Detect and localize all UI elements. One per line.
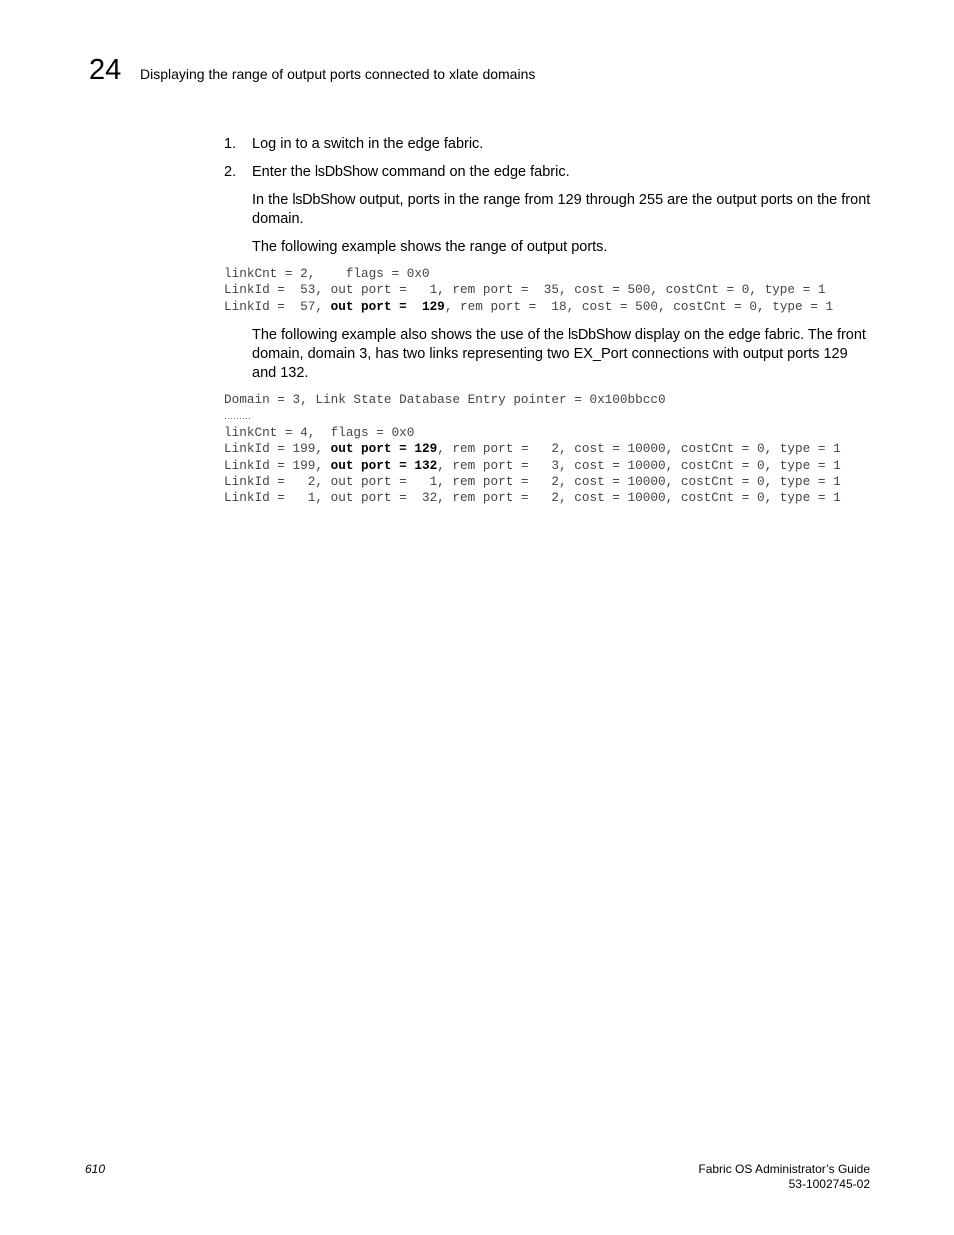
code-line: Domain = 3, Link State Database Entry pointer = 0x100bbcc0: [224, 392, 666, 407]
step-2-number: 2.: [224, 164, 237, 180]
code-line-suffix: , rem port = 18, cost = 500, costCnt = 0, type = 1: [444, 298, 834, 314]
command-lsdbshow: lsDbShow: [567, 327, 631, 343]
code-block-2: [224, 392, 841, 507]
code-line-prefix: LinkId = 199,: [224, 441, 331, 457]
paragraph-output-range: [252, 191, 872, 229]
code-line-prefix: LinkId = 199,: [224, 457, 331, 473]
step-2-post: command on the edge fabric.: [377, 164, 570, 180]
step-2: [224, 163, 570, 182]
chapter-number: 24: [89, 54, 122, 86]
paragraph-example-intro: The following example shows the range of output ports.: [252, 239, 608, 255]
chapter-title: Displaying the range of output ports connected to xlate domains: [140, 66, 536, 82]
paragraph-front-domain: [252, 326, 872, 383]
para3-post: display on the edge fabric. The front domain, domain 3, has two links representing two EX_Port connections with output ports 129 and 132.: [252, 327, 866, 381]
code-line: LinkId = 53, out port = 1, rem port = 35, cost = 500, costCnt = 0, type = 1: [224, 282, 826, 298]
para3-pre: The following example also shows the use of the: [252, 327, 568, 343]
step-1: [224, 135, 483, 154]
code-ellipsis: ………: [224, 411, 251, 422]
step-1-number: 1.: [224, 136, 237, 152]
command-lsdbshow: lsDbShow: [314, 164, 378, 180]
code-line: LinkId = 2, out port = 1, rem port = 2, cost = 10000, costCnt = 0, type = 1: [224, 474, 841, 490]
code-highlight: out port = 132: [330, 457, 438, 473]
code-line-prefix: LinkId = 57,: [224, 298, 331, 314]
command-lsdbshow: lsDbShow: [292, 192, 356, 208]
code-block-1: [224, 266, 833, 315]
doc-number: 53-1002745-02: [788, 1177, 870, 1191]
code-highlight: out port = 129: [330, 298, 445, 314]
para1-post: output, ports in the range from 129 through 255 are the output ports on the front domain.: [252, 192, 871, 227]
code-highlight: out port = 129: [330, 441, 438, 457]
code-line: linkCnt = 2, flags = 0x0: [224, 266, 430, 281]
code-line-suffix: , rem port = 3, cost = 10000, costCnt = 0, type = 1: [437, 457, 841, 473]
step-1-text: Log in to a switch in the edge fabric.: [252, 136, 484, 152]
code-line: LinkId = 1, out port = 32, rem port = 2, cost = 10000, costCnt = 0, type = 1: [224, 490, 841, 506]
guide-title: Fabric OS Administrator’s Guide: [698, 1162, 870, 1176]
code-line-suffix: , rem port = 2, cost = 10000, costCnt = 0, type = 1: [437, 441, 841, 457]
code-line: linkCnt = 4, flags = 0x0: [224, 424, 415, 440]
page-number: 610: [85, 1162, 106, 1176]
footer-info: [698, 1162, 870, 1192]
para1-pre: In the: [252, 192, 293, 208]
step-2-pre: Enter the: [252, 164, 315, 180]
